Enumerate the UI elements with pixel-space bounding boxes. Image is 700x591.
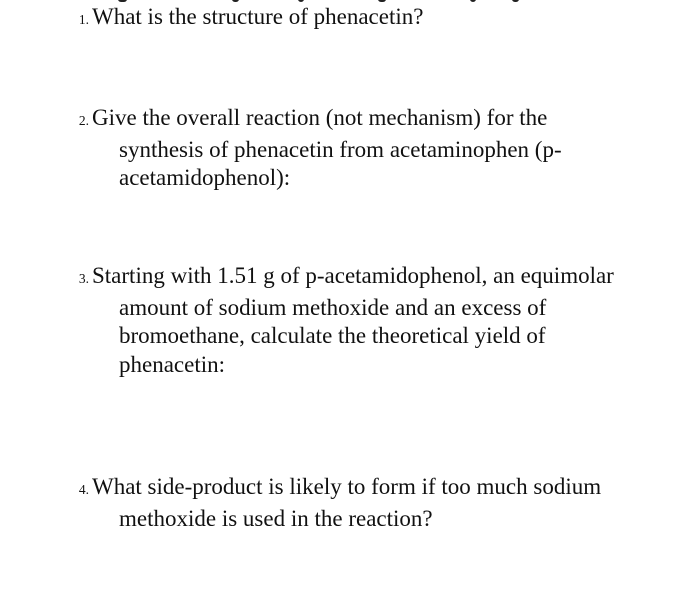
question-number: 3. xyxy=(78,271,89,286)
question-text: What is the structure of phenacetin? xyxy=(92,4,424,29)
question-4 xyxy=(0,473,690,533)
question-text: Starting with 1.51 g of p-acetamidophenol, an equimolar xyxy=(92,263,614,288)
question-text-continued: synthesis of phenacetin from acetaminophen (p-acetamidophenol): xyxy=(119,136,562,190)
question-1 xyxy=(0,3,690,35)
question-2 xyxy=(0,104,690,193)
question-number: 1. xyxy=(78,12,89,27)
question-text-continued: methoxide is used in the reaction? xyxy=(119,505,433,531)
question-3 xyxy=(0,262,690,379)
question-number: 4. xyxy=(78,482,89,497)
question-text: Give the overall reaction (not mechanism) for the xyxy=(92,105,548,130)
question-text-continued: amount of sodium methoxide and an excess of bromoethane, calculate the theoretical yield of phenacetin: xyxy=(119,294,547,377)
question-text: What side-product is likely to form if too much sodium xyxy=(92,474,602,499)
question-number: 2. xyxy=(78,113,89,128)
